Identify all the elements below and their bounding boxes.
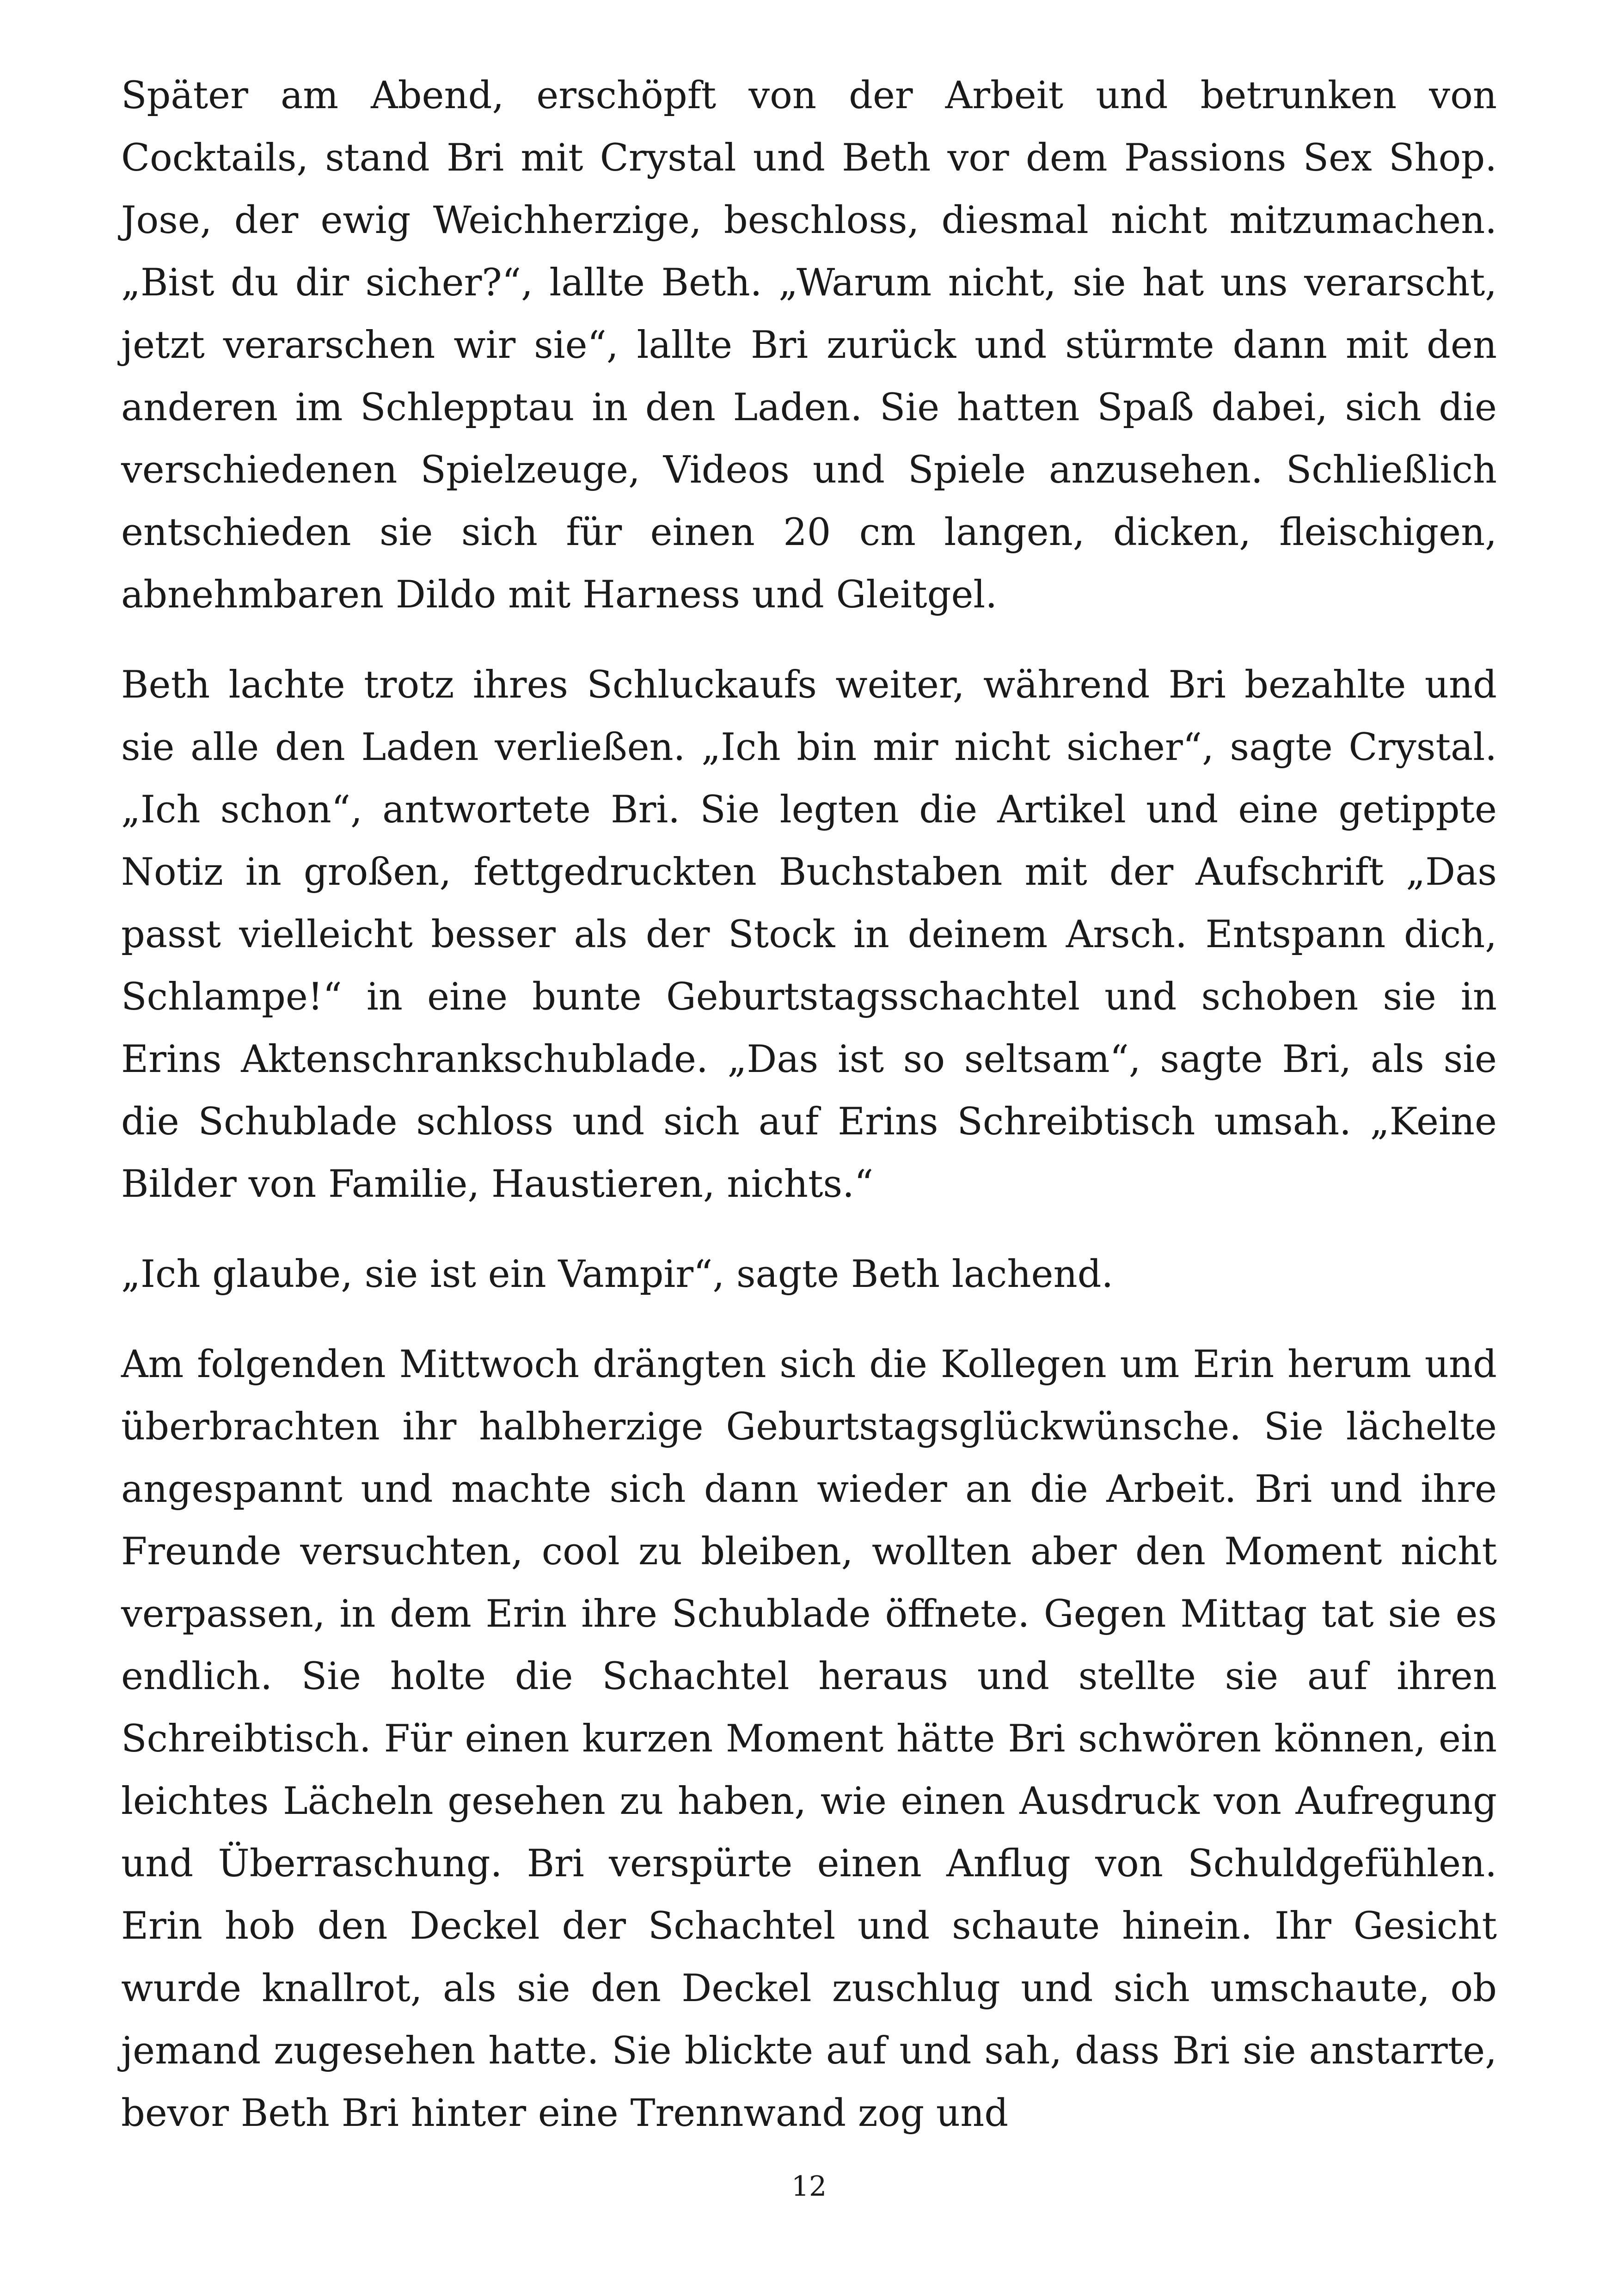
paragraph-3: „Ich glaube, sie ist ein Vampir“, sagte Beth lachend. (121, 1253, 1114, 1296)
page-number: 12 (791, 2170, 827, 2203)
paragraph-1: Später am Abend, erschöpft von der Arbeit und betrunken von Cocktails, stand Bri mit Crystal und Beth vor dem Passions Sex Shop. Jose, der ewig Weichherzige, beschloss, diesmal nicht mitzumachen. „Bist du dir sicher?“, lallte Beth. „Warum nicht, sie hat uns verarscht, jetzt verarschen wir sie“, lallte Bri zurück und stürmte dann mit den anderen im Schlepptau in den Laden. Sie hatten Spaß dabei, sich die verschiedenen Spielzeuge, Videos und Spiele anzusehen. Schließlich entschieden sie sich für einen 20 cm langen, dicken, fleischigen, abnehmbaren Dildo mit Harness und Gleitgel. (121, 74, 1497, 617)
paragraph-2: Beth lachte trotz ihres Schluckaufs weiter, während Bri bezahlte und sie alle den Laden verließen. „Ich bin mir nicht sicher“, sagte Crystal. „Ich schon“, antwortete Bri. Sie legten die Artikel und eine getippte Notiz in großen, fettgedruckten Buchstaben mit der Aufschrift „Das passt vielleicht besser als der Stock in deinem Arsch. Entspann dich, Schlampe!“ in eine bunte Geburtstagsschachtel und schoben sie in Erins Aktenschrankschublade. „Das ist so seltsam“, sagte Bri, als sie die Schublade schloss und sich auf Erins Schreibtisch umsah. „Keine Bilder von Familie, Haustieren, nichts.“ (121, 663, 1497, 1206)
page-body (121, 65, 1497, 2173)
paragraph-4: Am folgenden Mittwoch drängten sich die Kollegen um Erin herum und überbrachten ihr halbherzige Geburtstagsglückwünsche. Sie lächelte angespannt und machte sich dann wieder an die Arbeit. Bri und ihre Freunde versuchten, cool zu bleiben, wollten aber den Moment nicht verpassen, in dem Erin ihre Schublade öffnete. Gegen Mittag tat sie es endlich. Sie holte die Schachtel heraus und stellte sie auf ihren Schreibtisch. Für einen kurzen Moment hätte Bri schwören können, ein leichtes Lächeln gesehen zu haben, wie einen Ausdruck von Aufregung und Überraschung. Bri verspürte einen Anflug von Schuldgefühlen. Erin hob den Deckel der Schachtel und schaute hinein. Ihr Gesicht wurde knallrot, als sie den Deckel zuschlug und sich umschaute, ob jemand zugesehen hatte. Sie blickte auf und sah, dass Bri sie anstarrte, bevor Beth Bri hinter eine Trennwand zog und (121, 1343, 1497, 2135)
